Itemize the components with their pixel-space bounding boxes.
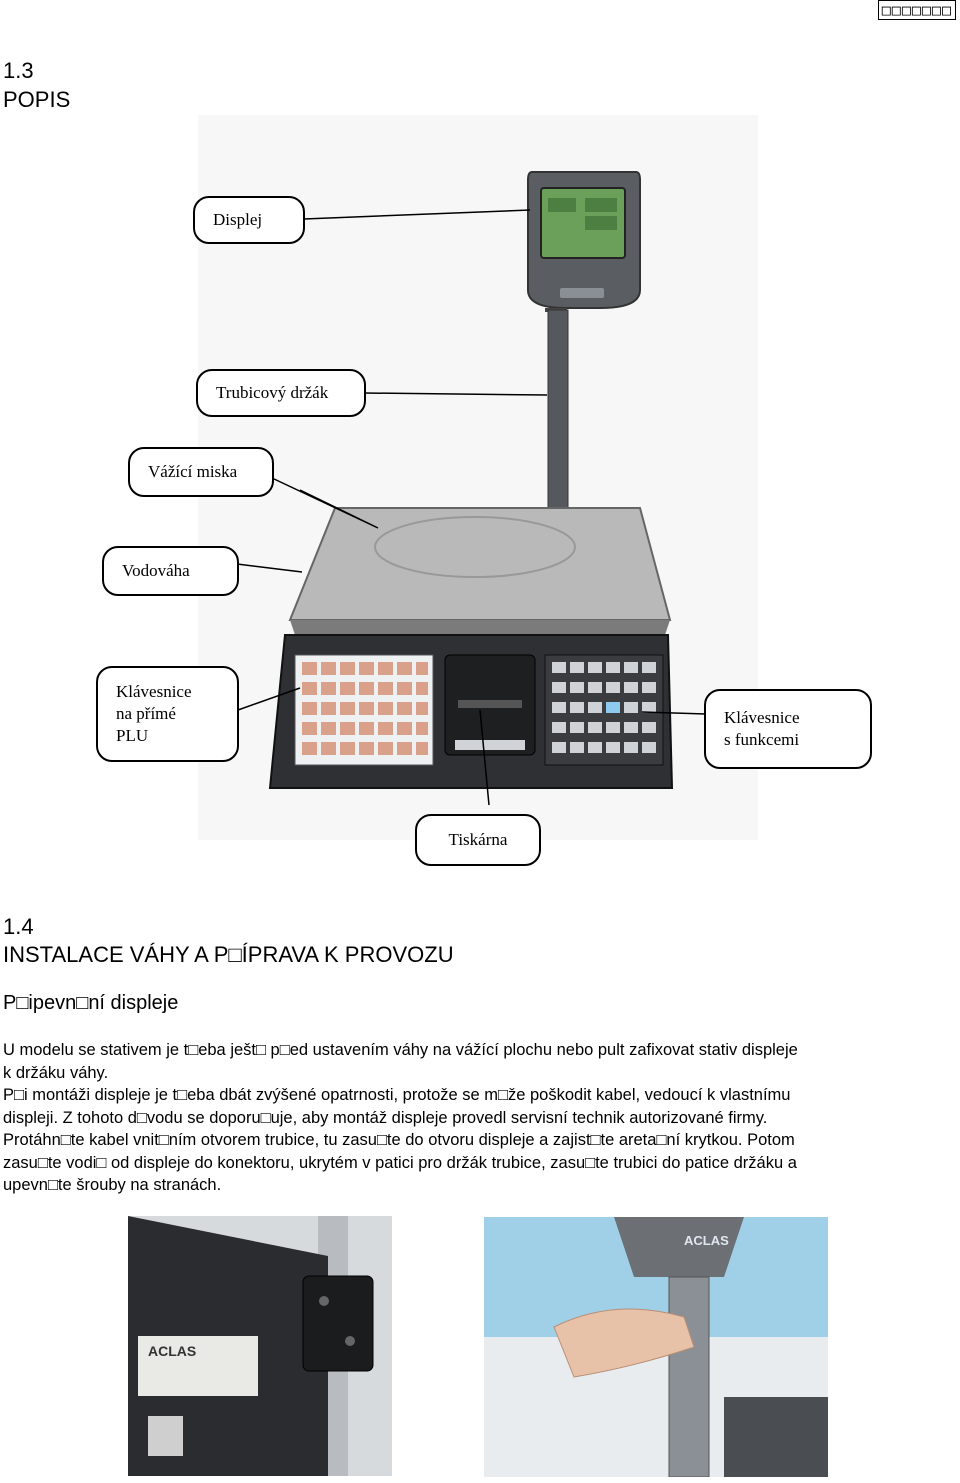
lcd-segment [585, 198, 617, 212]
display-head [528, 172, 640, 308]
section-1-4-title: INSTALACE VÁHY A P□ÍPRAVA K PROVOZU [3, 942, 454, 967]
photo-brand-label: ACLAS [148, 1343, 197, 1359]
weighing-pan [290, 508, 670, 620]
paragraph-line: Protáhn□te kabel vnit□ním otvorem trubice, tu zasu□te do otvoru displeje a zajist□te areta□ní krytkou. Potom [3, 1131, 795, 1149]
printer-slot [458, 700, 522, 708]
lcd-segment [548, 198, 576, 212]
paragraph-line: U modelu se stativem je t□eba ješt□ p□ed ustavením váhy na vážící plochu nebo pult zafixovat stativ displeje [3, 1041, 798, 1059]
paragraph-line: k držáku váhy. [3, 1063, 109, 1082]
callout-weighing-pan: Vážící miska [128, 447, 274, 497]
photo-scale-base-closeup [128, 1216, 392, 1476]
section-1-3-number: 1.3 [3, 58, 34, 83]
pan-edge [290, 620, 670, 635]
callout-display: Displej [193, 196, 305, 244]
callout-level: Vodováha [102, 546, 239, 596]
photo-scale-base-drawing [128, 1216, 392, 1476]
callout-func-line1: Klávesnice [724, 708, 800, 727]
paragraph-line: displeji. Z tohoto d□vodu se doporu□uje, aby montáž displeje provedl servisní technik autorizované firmy. [3, 1108, 768, 1127]
instruction-paragraph [0, 1039, 940, 1197]
lcd-segment [585, 216, 617, 230]
callout-printer: Tiskárna [415, 814, 541, 866]
photo-pole-mounting [484, 1217, 828, 1477]
paragraph-line: P□i montáži displeje je t□eba dbát zvýšené opatrnosti, protože se m□že poškodit kabel, vedoucí k vlastnímu [3, 1086, 791, 1104]
callout-function-keyboard [704, 689, 872, 769]
callout-plu-keyboard [96, 666, 239, 762]
callout-plu-line2: na přímé [116, 704, 176, 723]
paragraph-line: zasu□te vodi□ od displeje do konektoru, ukrytém v patici pro držák trubice, zasu□te trubici do patice držáku a [3, 1153, 797, 1172]
photo-brand-label-display: ACLAS [684, 1233, 729, 1248]
section-1-3-title: POPIS [3, 87, 71, 112]
callout-plu-line1: Klávesnice [116, 682, 192, 701]
photo-pole-mounting-drawing [484, 1217, 828, 1477]
page-header-code: □□□□□□□ [878, 0, 956, 20]
callout-plu-line3: PLU [116, 726, 149, 745]
callout-func-line2: s funkcemi [724, 730, 800, 749]
callout-tube-holder: Trubicový držák [196, 369, 366, 417]
printer-label [455, 740, 525, 750]
section-1-4-subtitle: P□ipevn□ní displeje [3, 992, 179, 1014]
section-1-4-number: 1.4 [3, 914, 34, 939]
tube-pole [548, 310, 568, 520]
display-logo-plate [560, 288, 604, 298]
paragraph-line: upevn□te šrouby na stranách. [3, 1176, 222, 1194]
